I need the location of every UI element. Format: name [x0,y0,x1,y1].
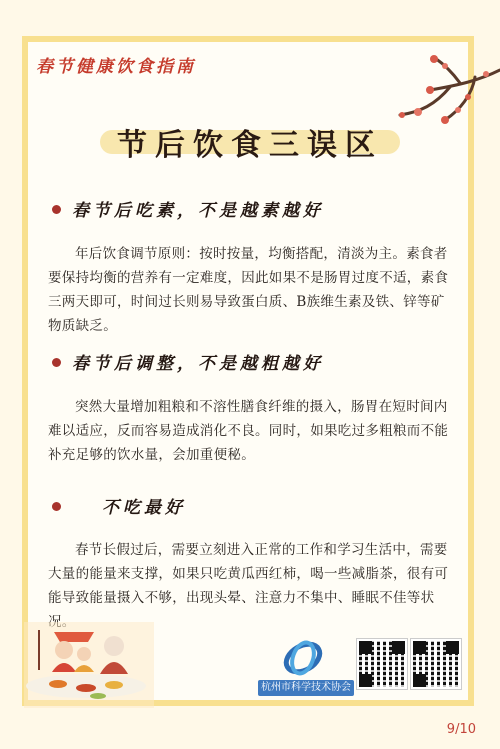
section-heading-1: 春节后吃素，不是越素越好 [72,201,324,221]
header-title: 春节健康饮食指南 [36,57,196,77]
qr-code-1 [357,639,407,689]
section-bullet-3 [52,502,61,511]
section-heading-2: 春节后调整，不是越粗越好 [72,354,324,374]
page-number: 9/10 [446,722,476,737]
qr-code-2 [411,639,461,689]
main-title: 节后饮食三误区 [117,128,383,163]
section-body-1: 年后饮食调节原则：按时按量，均衡搭配，清淡为主。素食者要保持均衡的营养有一定难度，因此如果不是肠胃过度不适，素食三两天即可，时间过长则易导致蛋白质、B族维生素及铁、锌等矿物质缺乏。 [48,246,449,334]
science-association-logo-icon [280,638,326,678]
organization-name: 杭州市科学技术协会 [258,680,354,696]
section-bullet-1 [52,205,61,214]
section-body-2: 突然大量增加粗粮和不溶性膳食纤维的摄入，肠胃在短时间内难以适应，反而容易造成消化不良。同时，如果吃过多粗粮而不能补充足够的饮水量，会加重便秘。 [48,399,449,463]
main-title-block [60,118,440,164]
section-bullet-2 [52,358,61,367]
family-dinner-illustration-icon [24,622,154,708]
section-body-3: 春节长假过后，需要立刻进入正常的工作和学习生活中，需要大量的能量来支撑，如果只吃黄瓜西红柿，喝一些减脂茶，很有可能导致能量摄入不够，出现头晕、注意力不集中、睡眠不佳等状 [48,542,449,606]
section-heading-3: 不吃最好 [102,498,186,518]
